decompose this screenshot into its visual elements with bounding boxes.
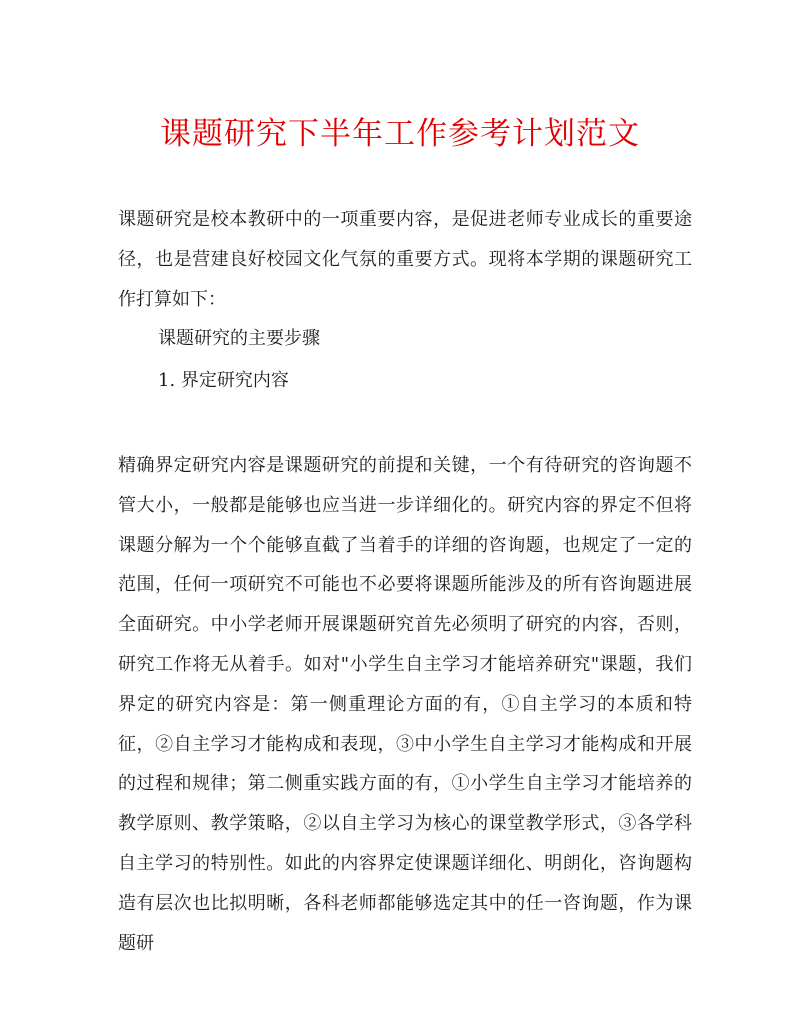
- body-paragraph: 精确界定研究内容是课题研究的前提和关键，一个有待研究的咨询题不管大小，一般都是能够也应当进一步详细化的。研究内容的界定不但将课题分解为一个个能够直截了当着手的详细的咨询题，也规定了一定的范围，任何一项研究不可能也不必要将课题所能涉及的所有咨询题进展全面研究。中小学老师开展课题研究首先必须明了研究的内容，否则，研究工作将无从着手。如对"小学生自主学习才能培养研究"课题，我们界定的研究内容是：第一侧重理论方面的有，①自主学习的本质和特征，②自主学习才能构成和表现，③中小学生自主学习才能构成和开展的过程和规律；第二侧重实践方面的有，①小学生自主学习才能培养的教学原则、教学策略，②以自主学习为核心的课堂教学形式，③各学科自主学习的特别性。如此的内容界定使课题详细化、明朗化，咨询题构造有层次也比拟明晰，各科老师都能够选定其中的任一咨询题，作为课题研: [118, 455, 692, 954]
- section-heading: 课题研究的主要步骤: [158, 328, 320, 349]
- document-title: 课题研究下半年工作参考计划范文: [160, 116, 640, 152]
- subsection-heading: 1. 界定研究内容: [158, 370, 289, 391]
- intro-paragraph: 课题研究是校本教研中的一项重要内容，是促进老师专业成长的重要途径，也是营建良好校园文化气氛的重要方式。现将本学期的课题研究工作打算如下：: [118, 209, 692, 310]
